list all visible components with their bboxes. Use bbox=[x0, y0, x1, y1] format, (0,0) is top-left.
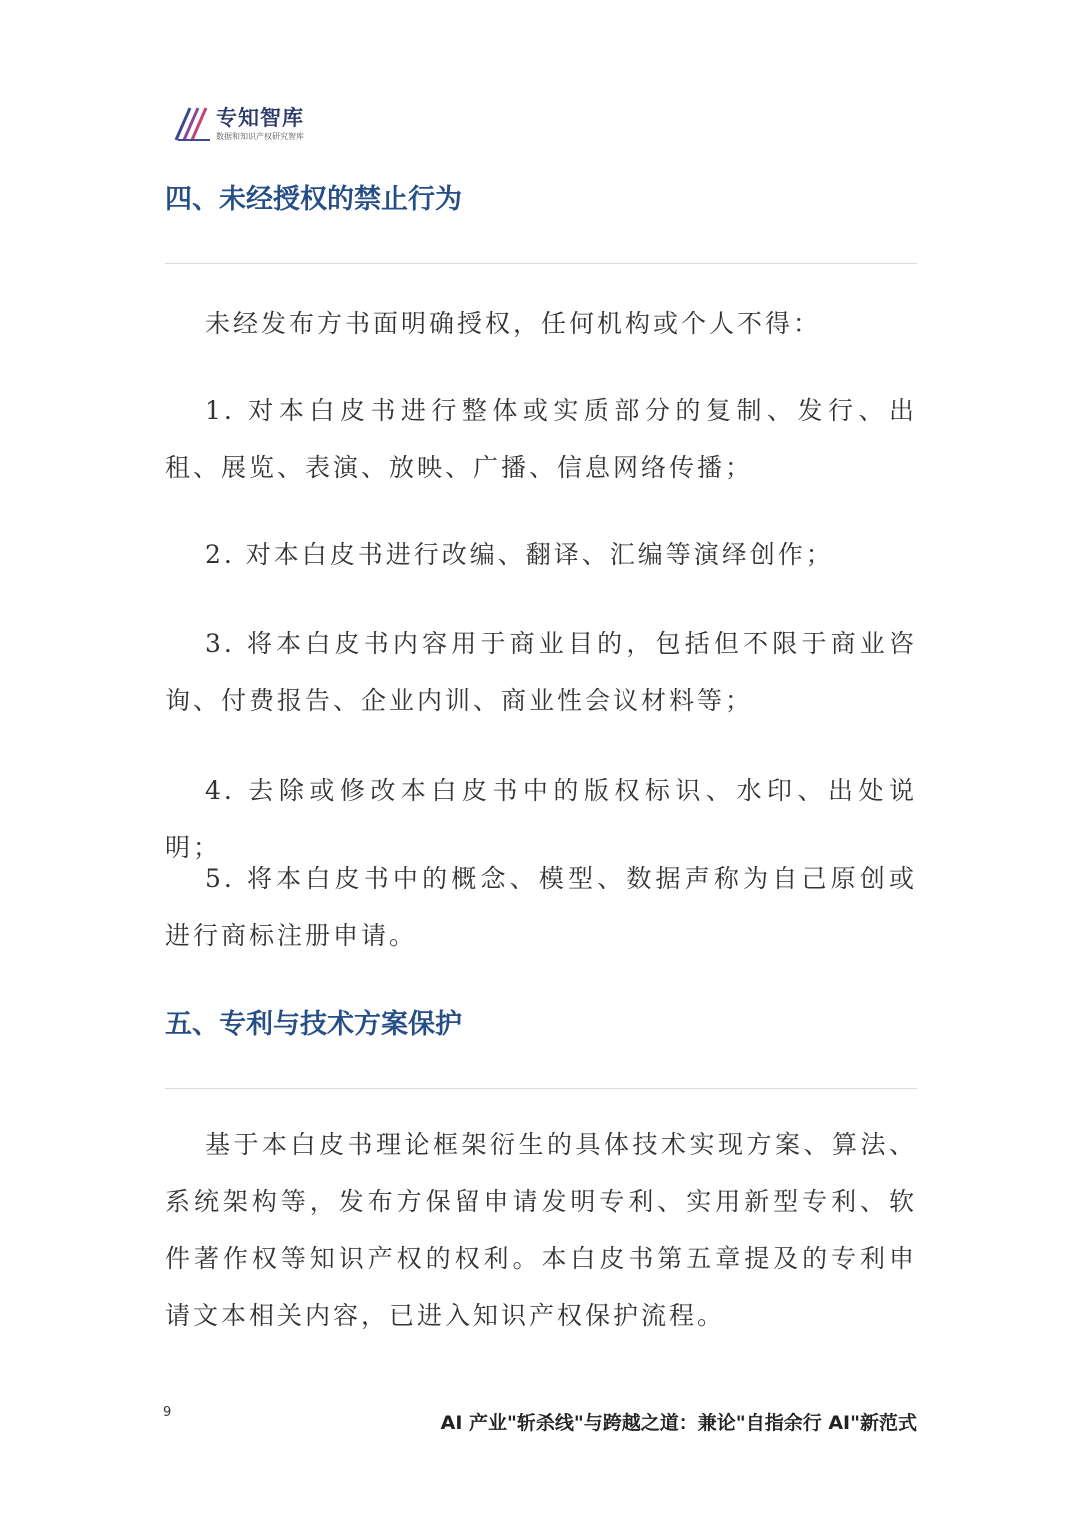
prohibited-item-3: 3. 将本白皮书内容用于商业目的，包括但不限于商业咨询、付费报告、企业内训、商业性会议材料等； bbox=[165, 629, 917, 715]
section-5-divider bbox=[165, 1088, 917, 1089]
section-4-divider bbox=[165, 263, 917, 264]
footer-title: AI 产业"斩杀线"与跨越之道：兼论"自指余行 AI"新范式 bbox=[440, 1412, 917, 1434]
logo-mark-icon bbox=[172, 106, 212, 142]
page-number: 9 bbox=[163, 1405, 172, 1420]
section-5-body: 基于本白皮书理论框架衍生的具体技术实现方案、算法、系统架构等，发布方保留申请发明专利、实用新型专利、软件著作权等知识产权的权利。本白皮书第五章提及的专利申请文本相关内容，已进入知识产权保护流程。 bbox=[165, 1130, 917, 1330]
section-4-heading: 四、未经授权的禁止行为 bbox=[165, 184, 462, 215]
section-5-heading: 五、专利与技术方案保护 bbox=[165, 1009, 462, 1040]
prohibited-item-4: 4. 去除或修改本白皮书中的版权标识、水印、出处说明； bbox=[165, 776, 917, 862]
logo bbox=[172, 104, 304, 144]
section-4-intro: 未经发布方书面明确授权，任何机构或个人不得： bbox=[205, 309, 822, 338]
prohibited-item-5: 5. 将本白皮书中的概念、模型、数据声称为自己原创或进行商标注册申请。 bbox=[165, 864, 917, 950]
logo-subtitle: 数据和知识产权研究智库 bbox=[216, 132, 304, 141]
prohibited-item-2: 2. 对本白皮书进行改编、翻译、汇编等演绎创作； bbox=[205, 540, 834, 569]
prohibited-item-1: 1. 对本白皮书进行整体或实质部分的复制、发行、出租、展览、表演、放映、广播、信息网络传播； bbox=[165, 396, 917, 482]
logo-name: 专知智库 bbox=[216, 106, 304, 130]
